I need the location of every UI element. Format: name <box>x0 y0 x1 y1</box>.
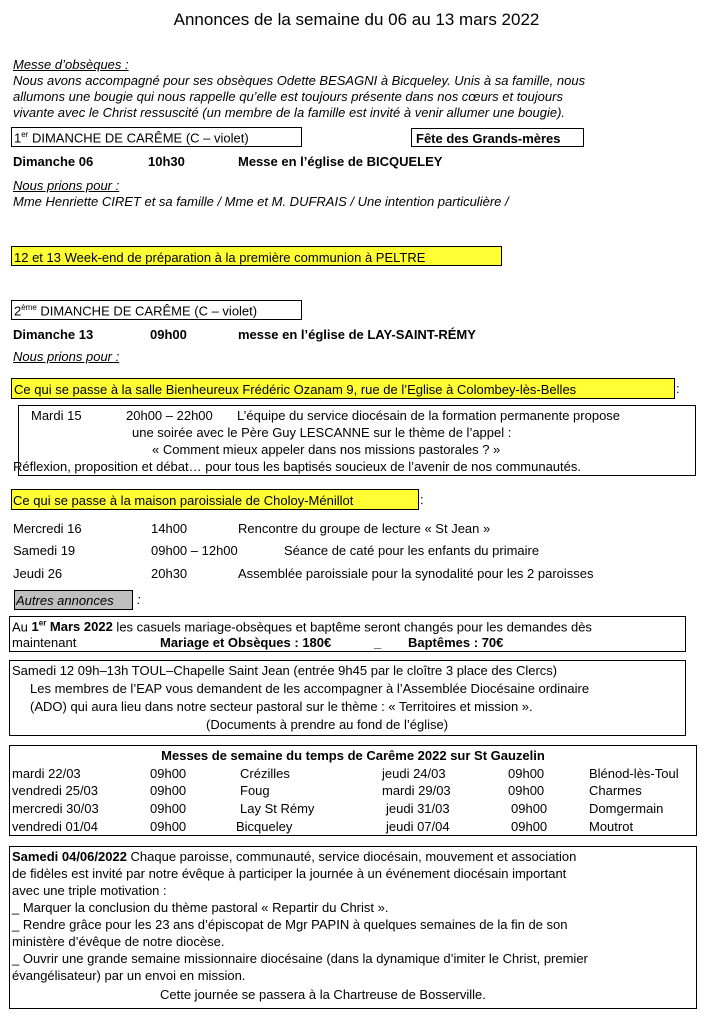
casuels-mariage: Mariage et Obsèques : 180€ <box>160 635 332 650</box>
ozanam-day: Mardi 15 <box>31 408 82 423</box>
semaine-time: 09h00 <box>508 783 545 798</box>
semaine-place: Lay St Rémy <box>240 801 315 816</box>
ozanam-heading: Ce qui se passe à la salle Bienheureux Frédéric Ozanam 9, rue de l’Eglise à Colombey-lès-Belles <box>14 382 577 397</box>
ado-line4: (Documents à prendre au fond de l’église) <box>206 717 449 732</box>
choloy-event-day: Mercredi 16 <box>13 521 82 536</box>
ozanam-line4: Réflexion, proposition et débat… pour tous les baptisés soucieux de l’avenir de nos communautés. <box>13 459 581 474</box>
dimanche2-label: 2ème DIMANCHE DE CARÊME (C – violet) <box>14 303 258 319</box>
fete-label: Fête des Grands-mères <box>416 131 561 146</box>
juin-line2: de fidèles est invité par notre évêque à participer la journée à un événement diocésain important <box>12 866 567 881</box>
semaine-time: 09h00 <box>150 819 187 834</box>
dimanche1-mass: Messe en l’église de BICQUELEY <box>238 154 443 169</box>
weekend-text: 12 et 13 Week-end de préparation à la première communion à PELTRE <box>14 250 426 265</box>
semaine-box <box>9 745 697 836</box>
casuels-sep: _ <box>374 635 382 650</box>
page-title: Annonces de la semaine du 06 au 13 mars 2022 <box>173 10 540 29</box>
obseques-line: Nous avons accompagné pour ses obsèques Odette BESAGNI à Bicqueley. Unis à sa famille, nous <box>13 73 586 88</box>
semaine-heading: Messes de semaine du temps de Carême 2022 sur St Gauzelin <box>161 748 545 763</box>
ozanam-heading-box <box>11 378 675 399</box>
semaine-day: jeudi 31/03 <box>386 801 450 816</box>
ado-line3: (ADO) qui aura lieu dans notre secteur pastoral sur le thème : « Territoires et mission ». <box>30 699 533 714</box>
choloy-event-time: 09h00 – 12h00 <box>151 543 238 558</box>
semaine-time: 09h00 <box>508 766 545 781</box>
semaine-time: 09h00 <box>511 801 548 816</box>
semaine-place: Charmes <box>589 783 642 798</box>
choloy-event-day: Samedi 19 <box>13 543 76 558</box>
dimanche1-prions: Nous prions pour : <box>13 178 120 193</box>
semaine-day: mardi 22/03 <box>12 766 81 781</box>
casuels-line1: Au 1er Mars 2022 les casuels mariage-obsèques et baptême seront changés pour les demandes dès <box>12 619 592 635</box>
juin-line1: Samedi 04/06/2022 Chaque paroisse, communauté, service diocésain, mouvement et association <box>12 849 577 864</box>
semaine-day: mardi 29/03 <box>382 783 451 798</box>
dimanche1-day: Dimanche 06 <box>13 154 94 169</box>
obseques-heading: Messe d’obsèques : <box>13 57 129 72</box>
semaine-place: Bicqueley <box>236 819 293 834</box>
juin-line9: Cette journée se passera à la Chartreuse de Bosserville. <box>160 987 486 1002</box>
semaine-place: Moutrot <box>589 819 634 834</box>
semaine-time: 09h00 <box>150 783 187 798</box>
dimanche1-box <box>11 127 302 147</box>
juin-line5: _ Rendre grâce pour les 23 ans d’épiscopat de Mgr PAPIN à quelques semaines de la fin de son <box>12 917 568 932</box>
dimanche2-prions: Nous prions pour : <box>13 349 120 364</box>
juin-line4: _ Marquer la conclusion du thème pastoral « Repartir du Christ ». <box>12 900 389 915</box>
semaine-place: Blénod-lès-Toul <box>589 766 679 781</box>
dimanche1-label: 1er DIMANCHE DE CARÊME (C – violet) <box>14 130 249 146</box>
ozanam-time: 20h00 – 22h00 <box>126 408 213 423</box>
ozanam-colon: : <box>676 381 680 396</box>
dimanche1-time: 10h30 <box>148 154 185 169</box>
dimanche2-mass: messe en l’église de LAY-SAINT-RÉMY <box>238 327 476 342</box>
ado-box <box>9 660 686 736</box>
dimanche1-intentions: Mme Henriette CIRET et sa famille / Mme et M. DUFRAIS / Une intention particulière / <box>13 194 509 209</box>
semaine-day: vendredi 25/03 <box>12 783 99 798</box>
juin-line3: avec une triple motivation : <box>12 883 167 898</box>
ado-line1: Samedi 12 09h–13h TOUL–Chapelle Saint Jean (entrée 9h45 par le cloître 3 place des Clercs) <box>12 663 558 678</box>
semaine-time: 09h00 <box>150 766 187 781</box>
choloy-event-desc: Rencontre du groupe de lecture « St Jean » <box>238 521 491 536</box>
choloy-event-time: 20h30 <box>151 566 188 581</box>
choloy-heading-box <box>11 489 419 510</box>
obseques-line: allumons une bougie qui nous rappelle qu’elle est toujours présente dans nos cœurs et toujours <box>13 89 563 104</box>
semaine-place: Foug <box>240 783 270 798</box>
autres-heading-box <box>14 590 133 610</box>
dimanche2-box <box>11 300 302 320</box>
casuels-bapteme: Baptêmes : 70€ <box>408 635 504 650</box>
choloy-event-desc: Assemblée paroissiale pour la synodalité pour les 2 paroisses <box>238 566 594 581</box>
ozanam-line3: « Comment mieux appeler dans nos missions pastorales ? » <box>152 442 501 457</box>
dimanche2-day: Dimanche 13 <box>13 327 94 342</box>
dimanche2-time: 09h00 <box>150 327 187 342</box>
table-row <box>10 783 696 800</box>
casuels-box <box>9 616 686 652</box>
semaine-place: Domgermain <box>589 801 664 816</box>
juin-box <box>9 846 697 1009</box>
ado-line2: Les membres de l’EAP vous demandent de les accompagner à l’Assemblée Diocésaine ordinaire <box>30 681 590 696</box>
obseques-line: vivante avec le Christ ressuscité (un membre de la famille est invité à venir allumer une bougie). <box>13 105 566 120</box>
autres-heading: Autres annonces <box>16 593 114 608</box>
ozanam-line2: une soirée avec le Père Guy LESCANNE sur le thème de l’appel : <box>132 425 512 440</box>
choloy-colon: : <box>420 492 424 507</box>
autres-colon: : <box>137 592 141 607</box>
semaine-place: Crézilles <box>240 766 290 781</box>
juin-line6: ministère d’évêque de notre diocèse. <box>12 934 225 949</box>
table-row <box>10 801 696 818</box>
semaine-time: 09h00 <box>511 819 548 834</box>
juin-line7: _ Ouvrir une grande semaine missionnaire diocésaine (dans la dynamique d’imiter le Christ, premier <box>12 951 588 966</box>
choloy-event-desc: Séance de caté pour les enfants du primaire <box>284 543 540 558</box>
semaine-day: vendredi 01/04 <box>12 819 99 834</box>
weekend-box <box>11 246 502 266</box>
semaine-time: 09h00 <box>150 801 187 816</box>
semaine-day: mercredi 30/03 <box>12 801 99 816</box>
fete-grands-meres-box <box>411 128 584 147</box>
casuels-maintenant: maintenant <box>12 635 77 650</box>
table-row <box>10 766 696 783</box>
table-row <box>10 819 696 836</box>
semaine-day: jeudi 07/04 <box>386 819 450 834</box>
choloy-heading: Ce qui se passe à la maison paroissiale de Choloy-Ménillot <box>13 493 354 508</box>
choloy-event-day: Jeudi 26 <box>13 566 63 581</box>
ozanam-line1: L’équipe du service diocésain de la formation permanente propose <box>237 408 621 423</box>
juin-line8: évangélisateur) par un envoi en mission. <box>12 968 246 983</box>
semaine-day: jeudi 24/03 <box>382 766 446 781</box>
choloy-event-time: 14h00 <box>151 521 188 536</box>
